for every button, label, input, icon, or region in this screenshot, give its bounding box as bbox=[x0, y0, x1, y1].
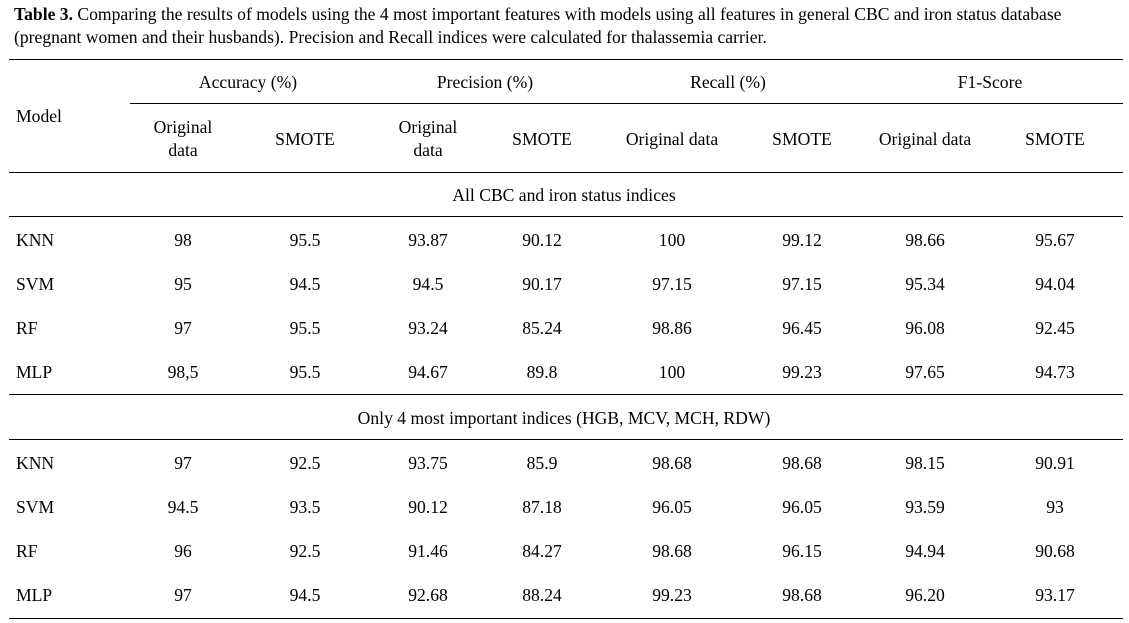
table-cell: 99.12 bbox=[782, 230, 822, 250]
row-model-label: SVM bbox=[16, 497, 55, 517]
table-cell: 96.45 bbox=[782, 318, 822, 338]
section-2-title-rule bbox=[9, 439, 1123, 440]
row-model-label: KNN bbox=[16, 230, 55, 250]
table-cell: 93.59 bbox=[905, 497, 945, 517]
table-cell: 98.68 bbox=[782, 585, 822, 605]
table-cell: 85.9 bbox=[526, 453, 558, 473]
row-model-label: SVM bbox=[16, 274, 55, 294]
table-cell: 93 bbox=[1046, 497, 1064, 517]
table-cell: 97.15 bbox=[652, 274, 692, 294]
header-group-4: F1-Score bbox=[957, 72, 1023, 92]
table-cell: 98.68 bbox=[782, 453, 822, 473]
table-cell: 89.8 bbox=[526, 362, 558, 382]
table-cell: 94.04 bbox=[1035, 274, 1075, 294]
table-cell: 93.75 bbox=[408, 453, 448, 473]
table-cell: 94.94 bbox=[905, 541, 945, 561]
table-cell: 95.34 bbox=[905, 274, 945, 294]
table-cell: 97.65 bbox=[905, 362, 945, 382]
table-cell: 96.20 bbox=[905, 585, 945, 605]
row-model-label: MLP bbox=[16, 362, 53, 382]
table-cell: 93.17 bbox=[1035, 585, 1075, 605]
table-cell: 94.5 bbox=[289, 585, 321, 605]
table-cell: 95.5 bbox=[289, 318, 321, 338]
table-cell: 95 bbox=[174, 274, 192, 294]
table-cell: 94.5 bbox=[289, 274, 321, 294]
table-cell: 94.5 bbox=[167, 497, 199, 517]
table-cell: 96 bbox=[174, 541, 192, 561]
table-cell: 96.15 bbox=[782, 541, 822, 561]
table-cell: 85.24 bbox=[522, 318, 562, 338]
table-caption bbox=[14, 3, 1119, 49]
row-model-label: MLP bbox=[16, 585, 53, 605]
table-cell: 94.67 bbox=[408, 362, 448, 382]
table-cell: 96.05 bbox=[652, 497, 692, 517]
table-cell: 95.67 bbox=[1035, 230, 1075, 250]
table-cell: 99.23 bbox=[782, 362, 822, 382]
caption-text: Comparing the results of models using the 4 most important features with models using all features in general CBC and iron status database (pregnant women and their husbands). Precision and Recall indices were calculated for thalassemia carrier. bbox=[14, 4, 1062, 47]
caption-label: Table 3. bbox=[14, 4, 73, 24]
header-model: Model bbox=[16, 106, 62, 126]
table-cell: 90.12 bbox=[522, 230, 562, 250]
table-cell: 100 bbox=[658, 362, 686, 382]
table-cell: 84.27 bbox=[522, 541, 562, 561]
table-cell: 87.18 bbox=[522, 497, 562, 517]
subheader-original: Original data bbox=[625, 129, 719, 149]
section-title: Only 4 most important indices (HGB, MCV, MCH, RDW) bbox=[357, 408, 771, 428]
subheader-smote: SMOTE bbox=[772, 129, 832, 149]
table-cell: 88.24 bbox=[522, 585, 562, 605]
table-cell: 97 bbox=[174, 453, 192, 473]
table-cell: 93.5 bbox=[289, 497, 321, 517]
table-cell: 94.5 bbox=[412, 274, 444, 294]
row-model-label: KNN bbox=[16, 453, 55, 473]
table-cell: 94.73 bbox=[1035, 362, 1075, 382]
row-model-label: RF bbox=[16, 541, 38, 561]
table-cell: 97.15 bbox=[782, 274, 822, 294]
table-cell: 96.08 bbox=[905, 318, 945, 338]
table-cell: 93.87 bbox=[408, 230, 448, 250]
subheader-original-line2: data bbox=[413, 140, 443, 160]
subheader-smote: SMOTE bbox=[512, 129, 572, 149]
section-1-title-rule bbox=[9, 216, 1123, 217]
table-cell: 98.68 bbox=[652, 453, 692, 473]
table-cell: 97 bbox=[174, 318, 192, 338]
table-cell: 92.45 bbox=[1035, 318, 1075, 338]
header-group-2: Precision (%) bbox=[436, 72, 534, 92]
header-group-1: Accuracy (%) bbox=[198, 72, 298, 92]
table-cell: 98,5 bbox=[167, 362, 199, 382]
table-cell: 90.12 bbox=[408, 497, 448, 517]
table-cell: 95.5 bbox=[289, 230, 321, 250]
table-bottom-rule bbox=[9, 618, 1123, 619]
table-cell: 91.46 bbox=[408, 541, 448, 561]
table-cell: 98.68 bbox=[652, 541, 692, 561]
subheader-smote: SMOTE bbox=[275, 129, 335, 149]
section-1-bottom-rule bbox=[9, 394, 1123, 395]
subheader-original-line1: Original bbox=[398, 117, 458, 137]
header-group-rule bbox=[130, 103, 1123, 104]
table-cell: 98 bbox=[174, 230, 192, 250]
row-model-label: RF bbox=[16, 318, 38, 338]
table-cell: 92.5 bbox=[289, 541, 321, 561]
table-cell: 90.17 bbox=[522, 274, 562, 294]
table-cell: 98.86 bbox=[652, 318, 692, 338]
table-cell: 100 bbox=[658, 230, 686, 250]
table-cell: 99.23 bbox=[652, 585, 692, 605]
subheader-original: Original data bbox=[878, 129, 972, 149]
table-cell: 97 bbox=[174, 585, 192, 605]
table-cell: 90.91 bbox=[1035, 453, 1075, 473]
header-group-3: Recall (%) bbox=[690, 72, 766, 92]
table-cell: 90.68 bbox=[1035, 541, 1075, 561]
table-cell: 98.66 bbox=[905, 230, 945, 250]
table-top-rule bbox=[9, 59, 1123, 60]
header-bottom-rule bbox=[9, 172, 1123, 173]
table-cell: 96.05 bbox=[782, 497, 822, 517]
table-cell: 95.5 bbox=[289, 362, 321, 382]
subheader-original-line2: data bbox=[168, 140, 198, 160]
table-cell: 98.15 bbox=[905, 453, 945, 473]
subheader-original-line1: Original bbox=[153, 117, 213, 137]
table-cell: 93.24 bbox=[408, 318, 448, 338]
table-cell: 92.68 bbox=[408, 585, 448, 605]
section-title: All CBC and iron status indices bbox=[452, 185, 676, 205]
subheader-smote: SMOTE bbox=[1025, 129, 1085, 149]
table-cell: 92.5 bbox=[289, 453, 321, 473]
